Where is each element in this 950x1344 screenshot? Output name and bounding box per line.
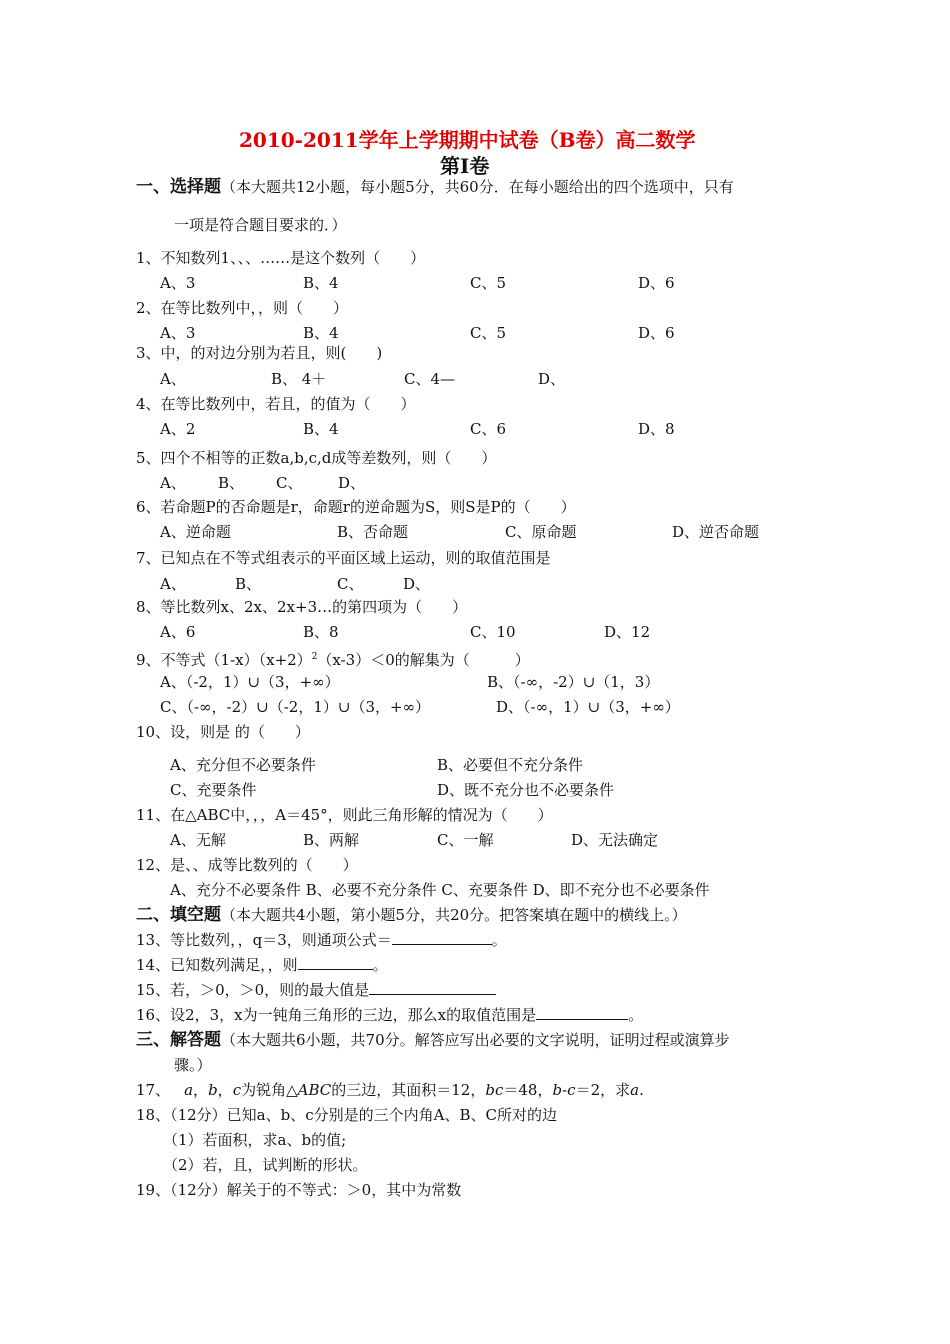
section-1-heading: 一、选择题 <box>136 177 221 197</box>
question-4-option-a: A、2 <box>160 420 196 438</box>
question-13-stem: 13、等比数列，，q＝3，则通项公式＝ <box>136 931 392 949</box>
section-1-description-cont: 一项是符合题目要求的．） <box>174 216 347 234</box>
text: ＝48， <box>503 1081 553 1099</box>
question-13-end: 。 <box>491 931 507 949</box>
section-1-description: （本大题共12小题，每小题5分，共60分．在每小题给出的四个选项中，只有 <box>221 178 734 196</box>
question-12-stem: 12、是、、成等比数列的（ ） <box>136 856 358 874</box>
question-11-option-a: A、无解 <box>170 831 226 849</box>
question-19-stem: 19、（12分）解关于的不等式：＞0，其中为常数 <box>136 1181 462 1199</box>
question-14-end: 。 <box>372 956 388 974</box>
question-16-stem: 16、设2，3，x为一钝角三角形的三边，那么x的取值范围是 <box>136 1006 537 1024</box>
text: . <box>639 1081 644 1099</box>
question-14 <box>136 955 388 975</box>
text: ， <box>193 1081 209 1099</box>
question-14-stem: 14、已知数列满足，，则 <box>136 956 298 974</box>
question-1-stem: 1、不知数列1、、、……是这个数列（ ） <box>136 249 426 267</box>
text: 为锐角△ <box>241 1081 298 1099</box>
question-7-option-a: A、 <box>160 575 186 593</box>
question-5-option-b: B、 <box>218 474 245 492</box>
volume-heading: 第Ⅰ卷 <box>440 154 490 178</box>
question-6-option-c: C、原命题 <box>505 523 577 541</box>
question-6-option-a: A、逆命题 <box>160 523 231 541</box>
question-10-stem: 10、设，则是 的（ ） <box>136 723 310 741</box>
question-2-option-b: B、4 <box>303 324 339 342</box>
answer-blank[interactable] <box>298 955 373 970</box>
question-9-option-a: A、（-2，1）∪（3，+∞） <box>160 673 340 691</box>
question-10-option-b: B、必要但不充分条件 <box>437 756 584 774</box>
var-bc: bc <box>485 1081 504 1099</box>
question-3-option-b: B、 4＋ <box>271 370 327 388</box>
question-12-options: A、充分不必要条件 B、必要不充分条件 C、充要条件 D、即不充分也不必要条件 <box>170 881 710 899</box>
question-5-option-a: A、 <box>160 474 186 492</box>
question-1-option-b: B、4 <box>303 274 339 292</box>
section-3-description: （本大题共6小题，共70分。解答应写出必要的文字说明，证明过程或演算步 <box>221 1031 730 1049</box>
text: ， <box>217 1081 233 1099</box>
question-3-stem: 3、中，的对边分别为若且，则( ) <box>136 344 383 362</box>
question-4-option-d: D、8 <box>638 420 675 438</box>
question-10-option-a: A、充分但不必要条件 <box>170 756 316 774</box>
question-13 <box>136 930 507 950</box>
question-8-option-c: C、10 <box>470 623 516 641</box>
text: 的三边，其面积＝12， <box>331 1081 486 1099</box>
question-4-option-b: B、4 <box>303 420 339 438</box>
question-15-stem: 15、若，＞0，＞0，则的最大值是 <box>136 981 370 999</box>
question-18-part-1: （1）若面积，求a、b的值; <box>163 1131 347 1149</box>
question-3-option-d: D、 <box>538 370 566 388</box>
question-8-option-b: B、8 <box>303 623 339 641</box>
section-2-header <box>136 905 687 925</box>
question-9-stem <box>136 647 530 670</box>
question-17 <box>136 1080 644 1100</box>
question-11-option-d: D、无法确定 <box>571 831 659 849</box>
question-3-option-c: C、4— <box>404 370 456 388</box>
question-9-stem-part-1: 9、不等式（1-x）（x+2） <box>136 651 312 669</box>
question-16-end: 。 <box>628 1006 644 1024</box>
var-c: c <box>232 1081 242 1099</box>
question-10-option-c: C、充要条件 <box>170 781 257 799</box>
question-2-option-a: A、3 <box>160 324 196 342</box>
question-18-stem: 18、（12分）已知a、b、c分别是的三个内角A、B、C所对的边 <box>136 1106 557 1124</box>
question-4-option-c: C、6 <box>470 420 507 438</box>
question-11-option-c: C、一解 <box>437 831 494 849</box>
var-b: b <box>208 1081 218 1099</box>
answer-blank[interactable] <box>369 980 496 995</box>
answer-blank[interactable] <box>536 1005 628 1020</box>
var-b: b <box>552 1081 563 1099</box>
text: ＝2，求 <box>575 1081 631 1099</box>
question-17-number: 17、 <box>136 1081 171 1099</box>
question-10-option-d: D、既不充分也不必要条件 <box>437 781 615 799</box>
exam-title: 2010-2011学年上学期期中试卷（B卷）高二数学 <box>239 128 696 152</box>
section-3-heading: 三、解答题 <box>136 1030 221 1050</box>
var-c: c <box>567 1081 576 1099</box>
question-7-option-c: C、 <box>337 575 364 593</box>
question-11-stem: 11、在△ABC中，，，A＝45°，则此三角形解的情况为（ ） <box>136 806 553 824</box>
question-11-option-b: B、两解 <box>303 831 360 849</box>
section-2-description: （本大题共4小题，第小题5分，共20分。把答案填在题中的横线上。） <box>221 906 687 924</box>
question-9-stem-part-2: （x-3）＜0的解集为（ ） <box>317 651 530 669</box>
question-9-exponent: 2 <box>311 652 318 662</box>
section-3-header <box>136 1030 730 1050</box>
question-1-option-c: C、5 <box>470 274 507 292</box>
question-6-option-d: D、逆否命题 <box>672 523 760 541</box>
section-3-description-cont: 骤。） <box>174 1056 212 1074</box>
section-2-heading: 二、填空题 <box>136 905 221 925</box>
question-7-option-b: B、 <box>235 575 262 593</box>
question-5-stem: 5、四个不相等的正数a,b,c,d成等差数列，则（ ） <box>136 449 497 467</box>
question-1-option-a: A、3 <box>160 274 196 292</box>
question-18-part-2: （2）若，且，试判断的形状。 <box>163 1156 368 1174</box>
question-1-option-d: D、6 <box>638 274 675 292</box>
section-1-header <box>136 177 734 197</box>
question-6-stem: 6、若命题P的否命题是r，命题r的逆命题为S，则S是P的（ ） <box>136 498 576 516</box>
question-16 <box>136 1005 643 1025</box>
question-6-option-b: B、否命题 <box>337 523 409 541</box>
answer-blank[interactable] <box>392 930 492 945</box>
question-2-option-c: C、5 <box>470 324 507 342</box>
question-5-option-c: C、 <box>276 474 303 492</box>
question-7-stem: 7、已知点在不等式组表示的平面区域上运动，则的取值范围是 <box>136 549 551 567</box>
question-9-option-b: B、（-∞，-2）∪（1，3） <box>487 673 660 691</box>
question-8-stem: 8、等比数列x、2x、2x+3…的第四项为（ ） <box>136 598 468 616</box>
question-9-option-c: C、（-∞，-2）∪（-2，1）∪（3，+∞） <box>160 698 431 716</box>
question-8-option-a: A、6 <box>160 623 196 641</box>
question-7-option-d: D、 <box>403 575 431 593</box>
question-9-option-d: D、（-∞，1）∪（3，+∞） <box>496 698 680 716</box>
var-a: a <box>184 1081 194 1099</box>
question-2-option-d: D、6 <box>638 324 675 342</box>
question-15 <box>136 980 496 1000</box>
question-8-option-d: D、12 <box>604 623 651 641</box>
question-4-stem: 4、在等比数列中，若且，的值为（ ） <box>136 395 416 413</box>
question-2-stem: 2、在等比数列中，，则（ ） <box>136 299 349 317</box>
var-a: a <box>630 1081 640 1099</box>
question-5-option-d: D、 <box>338 474 366 492</box>
var-abc: ABC <box>297 1081 332 1099</box>
text: - <box>562 1081 568 1099</box>
question-3-option-a: A、 <box>160 370 186 388</box>
